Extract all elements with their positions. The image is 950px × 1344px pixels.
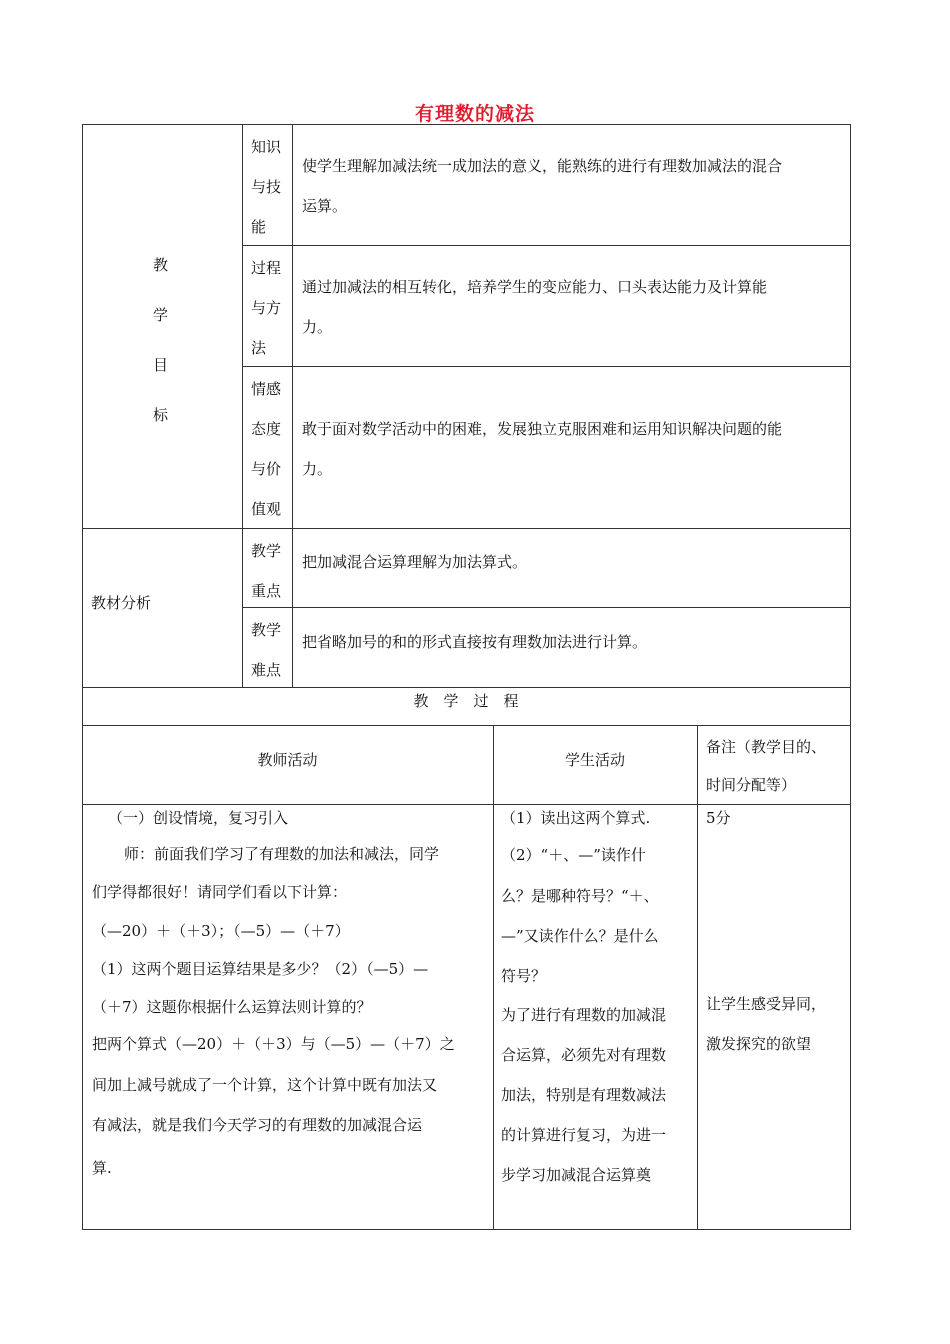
row-divider	[82, 804, 850, 805]
row-divider	[82, 725, 850, 726]
student-line: 符号？	[501, 967, 547, 985]
notes-purpose: 让学生感受异同，	[706, 995, 827, 1013]
process-heading: 教 学 过 程	[413, 692, 519, 710]
col-divider	[493, 725, 494, 1230]
student-line: 为了进行有理数的加减混	[501, 1006, 667, 1024]
student-line: —”又读作什么？是什么	[501, 927, 659, 945]
material-content-key: 把加减混合运算理解为加法算式。	[302, 553, 528, 571]
student-line: 步学习加减混合运算奠	[501, 1166, 652, 1184]
student-line: （2）“＋、—”读作什	[501, 846, 646, 864]
teacher-line: 算.	[92, 1159, 112, 1177]
col-header-student: 学生活动	[564, 751, 625, 769]
objective-content-process: 通过加减法的相互转化，培养学生的变应能力、口头表达能力及计算能 力。	[302, 278, 768, 336]
student-line: 的计算进行复习，为进一	[501, 1126, 667, 1144]
row-divider	[242, 607, 850, 608]
teacher-line: 有减法，就是我们今天学习的有理数的加减混合运	[92, 1116, 423, 1134]
objective-content-knowledge: 使学生理解加减法统一成加法的意义，能熟练的进行有理数加减法的混合 运算。	[302, 157, 783, 215]
notes-time: 5分	[706, 809, 731, 827]
material-heading: 教材分析	[91, 594, 152, 612]
student-line: 合运算，必须先对有理数	[501, 1046, 667, 1064]
col-divider	[697, 725, 698, 1230]
material-content-difficulty: 把省略加号的和的形式直接按有理数加法进行计算。	[302, 633, 648, 651]
teacher-line: （＋7）这题你根据什么运算法则计算的？	[92, 998, 372, 1016]
col-header-teacher: 教师活动	[257, 751, 318, 769]
teacher-line: （—20）＋（＋3）；（—5）—（＋7）	[92, 922, 350, 940]
teacher-line: 间加上减号就成了一个计算，这个计算中既有加法又	[92, 1076, 438, 1094]
notes-purpose: 激发探究的欲望	[706, 1035, 812, 1053]
col-header-notes: 备注（教学目的、 时间分配等）	[706, 738, 827, 794]
objective-label-process: 过程 与方 法	[251, 259, 282, 357]
col-divider	[292, 124, 293, 687]
material-label-key: 教学 重点	[251, 542, 282, 600]
teacher-line: 们学得都很好！请同学们看以下计算：	[92, 883, 348, 901]
row-divider	[82, 687, 850, 688]
row-divider	[242, 366, 850, 367]
objective-label-attitude: 情感 态度 与价 值观	[251, 380, 282, 518]
col-divider	[242, 124, 243, 687]
objective-label-knowledge: 知识 与技 能	[251, 138, 282, 236]
teacher-line: 师：前面我们学习了有理数的加法和减法，同学	[124, 845, 440, 863]
teacher-line: （一）创设情境，复习引入	[108, 809, 289, 827]
row-divider	[82, 528, 850, 529]
objectives-heading: 教 学 目 标	[153, 256, 169, 424]
student-line: （1）读出这两个算式.	[501, 809, 651, 827]
student-line: 么？是哪种符号？“＋、	[501, 887, 659, 905]
material-label-difficulty: 教学 难点	[251, 621, 282, 679]
row-divider	[242, 245, 850, 246]
student-line: 加法，特别是有理数减法	[501, 1086, 667, 1104]
page-title: 有理数的减法	[414, 103, 535, 125]
teacher-line: （1）这两个题目运算结果是多少？（2）（—5）—	[92, 960, 429, 978]
teacher-line: 把两个算式（—20）＋（＋3）与（—5）—（＋7）之	[92, 1035, 455, 1053]
objective-content-attitude: 敢于面对数学活动中的困难，发展独立克服困难和运用知识解决问题的能 力。	[302, 420, 783, 478]
